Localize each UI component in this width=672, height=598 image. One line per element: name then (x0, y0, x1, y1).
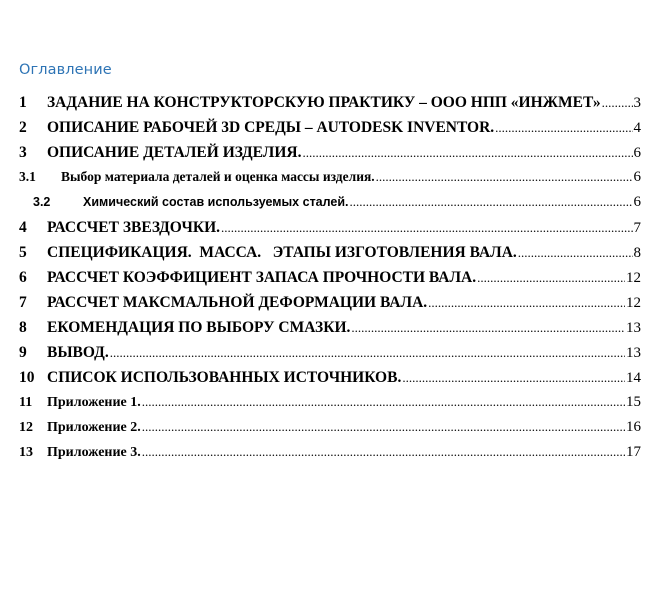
dot-leader (402, 370, 625, 386)
dot-leader (518, 245, 633, 261)
toc-entry-number: 13 (19, 445, 33, 460)
toc-entry-page: 16 (626, 419, 641, 435)
toc-entry-page: 13 (626, 320, 641, 336)
toc-entry-1[interactable] (19, 94, 641, 119)
toc-entry-number: 2 (19, 119, 27, 136)
toc-entry-4[interactable] (19, 219, 641, 244)
toc-entry-number: 9 (19, 344, 27, 361)
toc-entry-title: ЕКОМЕНДАЦИЯ ПО ВЫБОРУ СМАЗКИ. (47, 319, 351, 336)
toc-entry-page: 6 (633, 169, 641, 185)
toc-entry-11[interactable] (19, 394, 641, 419)
toc-entry-title: ОПИСАНИЕ РАБОЧЕЙ 3D СРЕДЫ – AUTODESK INVENTOR. (47, 119, 495, 136)
toc-entry-title: Приложение 2. (47, 420, 141, 435)
dot-leader (477, 270, 625, 286)
dot-leader (142, 394, 625, 410)
toc-entry-title: СПЕЦИФИКАЦИЯ. МАССА. ЭТАПЫ ИЗГОТОВЛЕНИЯ ВАЛА. (47, 244, 517, 261)
toc-entry-page: 14 (626, 370, 641, 386)
toc-entry-3-1[interactable] (19, 169, 641, 194)
toc-entry-number: 1 (19, 94, 27, 111)
toc-entry-number: 3.1 (19, 169, 36, 184)
dot-leader (142, 419, 625, 435)
toc-entry-title: ОПИСАНИЕ ДЕТАЛЕЙ ИЗДЕЛИЯ. (47, 144, 302, 161)
toc-entry-title: Выбор материала деталей и оценка массы изделия. (61, 169, 375, 184)
dot-leader (351, 320, 625, 336)
toc-heading: Оглавление (19, 62, 112, 78)
toc-entry-page: 15 (626, 394, 641, 410)
toc-entry-page: 7 (633, 220, 641, 236)
dot-leader (428, 295, 625, 311)
toc-entry-number: 8 (19, 319, 27, 336)
toc-entry-page: 8 (633, 245, 641, 261)
toc-entry-6[interactable] (19, 269, 641, 294)
dot-leader (110, 345, 625, 361)
dot-leader (602, 95, 633, 111)
toc-entry-2[interactable] (19, 119, 641, 144)
toc-entry-page: 3 (633, 95, 641, 111)
toc-entry-10[interactable] (19, 369, 641, 394)
dot-leader (376, 169, 633, 185)
toc-entry-page: 6 (633, 194, 641, 210)
toc-entry-number: 3 (19, 144, 27, 161)
toc-entry-title: СПИСОК ИСПОЛЬЗОВАННЫХ ИСТОЧНИКОВ. (47, 369, 402, 386)
toc-entry-8[interactable] (19, 319, 641, 344)
dot-leader (221, 220, 633, 236)
toc-entry-number: 5 (19, 244, 27, 261)
toc-entry-page: 4 (633, 120, 641, 136)
toc-entry-title: ЗАДАНИЕ НА КОНСТРУКТОРСКУЮ ПРАКТИКУ – ООО НПП «ИНЖМЕТ» (47, 94, 601, 111)
toc-entry-3-2[interactable] (19, 194, 641, 219)
toc-entry-title: РАССЧЕТ КОЭФФИЦИЕНТ ЗАПАСА ПРОЧНОСТИ ВАЛА. (47, 269, 477, 286)
toc-entry-number: 7 (19, 294, 27, 311)
toc-entry-3[interactable] (19, 144, 641, 169)
toc-entry-number: 11 (19, 395, 33, 410)
dot-leader (495, 120, 632, 136)
toc-entry-page: 13 (626, 345, 641, 361)
toc-entry-page: 12 (626, 270, 641, 286)
toc-entry-5[interactable] (19, 244, 641, 269)
toc-entry-title: ВЫВОД. (47, 344, 109, 361)
toc-entry-title: РАССЧЕТ МАКСМАЛЬНОЙ ДЕФОРМАЦИИ ВАЛА. (47, 294, 428, 311)
toc-entry-13[interactable] (19, 444, 641, 469)
table-of-contents (19, 94, 641, 469)
toc-entry-page: 17 (626, 444, 641, 460)
toc-entry-title: Химический состав используемых сталей. (83, 195, 349, 209)
toc-entry-number: 4 (19, 219, 27, 236)
toc-entry-page: 12 (626, 295, 641, 311)
toc-entry-number: 10 (19, 369, 35, 386)
toc-entry-title: РАССЧЕТ ЗВЕЗДОЧКИ. (47, 219, 220, 236)
toc-entry-title: Приложение 1. (47, 395, 141, 410)
toc-entry-page: 6 (633, 145, 641, 161)
toc-entry-number: 12 (19, 420, 33, 435)
toc-entry-12[interactable] (19, 419, 641, 444)
toc-entry-number: 3.2 (33, 195, 51, 209)
dot-leader (142, 444, 625, 460)
dot-leader (350, 194, 633, 210)
toc-entry-7[interactable] (19, 294, 641, 319)
toc-entry-9[interactable] (19, 344, 641, 369)
toc-entry-number: 6 (19, 269, 27, 286)
toc-entry-title: Приложение 3. (47, 445, 141, 460)
dot-leader (302, 145, 632, 161)
